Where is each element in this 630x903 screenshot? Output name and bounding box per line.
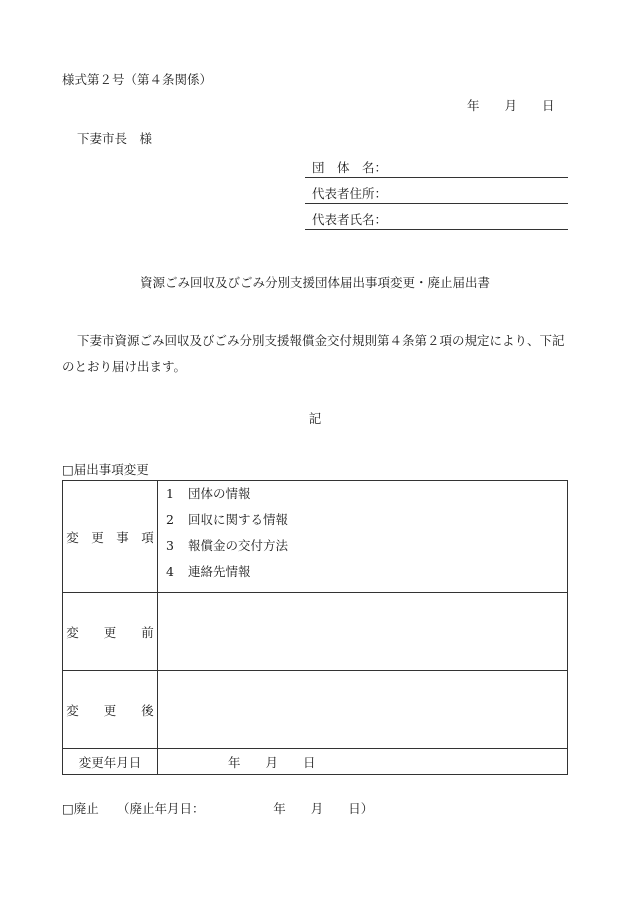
ki-heading: 記 — [308, 411, 322, 426]
item-text: 報償金の交付方法 — [188, 538, 289, 553]
change-notification-checkbox[interactable]: □届出事項変更 — [62, 462, 149, 477]
group-name-field[interactable] — [305, 177, 568, 178]
before-change-label: 変 更 前 — [63, 593, 158, 671]
body-text-line-1: 下妻市資源ごみ回収及びごみ分別支援報償金交付規則第４条第２項の規定により、下記 — [77, 333, 565, 348]
representative-address-label: 代表者住所： — [312, 186, 388, 201]
change-item-1[interactable] — [166, 488, 567, 514]
abolition-checkbox[interactable]: □廃止 — [62, 801, 99, 816]
representative-name-label: 代表者氏名： — [312, 212, 388, 227]
item-text: 連絡先情報 — [188, 564, 251, 579]
before-change-row — [63, 593, 568, 671]
change-date-label: 変更年月日 — [63, 749, 158, 775]
change-items-cell — [158, 481, 568, 593]
change-details-table — [62, 480, 568, 775]
after-change-row — [63, 671, 568, 749]
before-change-field[interactable] — [158, 593, 568, 671]
item-number: 3 — [166, 538, 174, 553]
after-change-label: 変 更 後 — [63, 671, 158, 749]
item-number: 1 — [166, 486, 174, 501]
representative-name-field[interactable] — [305, 229, 568, 230]
change-date-row — [63, 749, 568, 775]
submission-date: 年 月 日 — [467, 98, 555, 113]
representative-address-field[interactable] — [305, 203, 568, 204]
item-text: 団体の情報 — [188, 486, 251, 501]
after-change-field[interactable] — [158, 671, 568, 749]
change-item-3[interactable] — [166, 540, 567, 566]
change-item-4[interactable] — [166, 566, 567, 592]
change-items-list — [158, 481, 567, 592]
item-number: 4 — [166, 564, 174, 579]
change-date-value: 年 月 日 — [228, 754, 316, 770]
body-text-line-2: のとおり届け出ます。 — [62, 359, 187, 374]
group-name-label: 団 体 名： — [312, 160, 388, 175]
change-items-label: 変 更 事 項 — [63, 481, 158, 593]
abolition-date: （廃止年月日： 年 月 日） — [117, 801, 374, 816]
item-text: 回収に関する情報 — [188, 512, 289, 527]
document-title: 資源ごみ回収及びごみ分別支援団体届出事項変更・廃止届出書 — [139, 275, 490, 290]
change-item-2[interactable] — [166, 514, 567, 540]
form-number: 様式第２号（第４条関係） — [62, 72, 213, 87]
change-date-field[interactable] — [158, 749, 568, 775]
item-number: 2 — [166, 512, 174, 527]
addressee: 下妻市長 様 — [77, 131, 153, 146]
change-items-row — [63, 481, 568, 593]
